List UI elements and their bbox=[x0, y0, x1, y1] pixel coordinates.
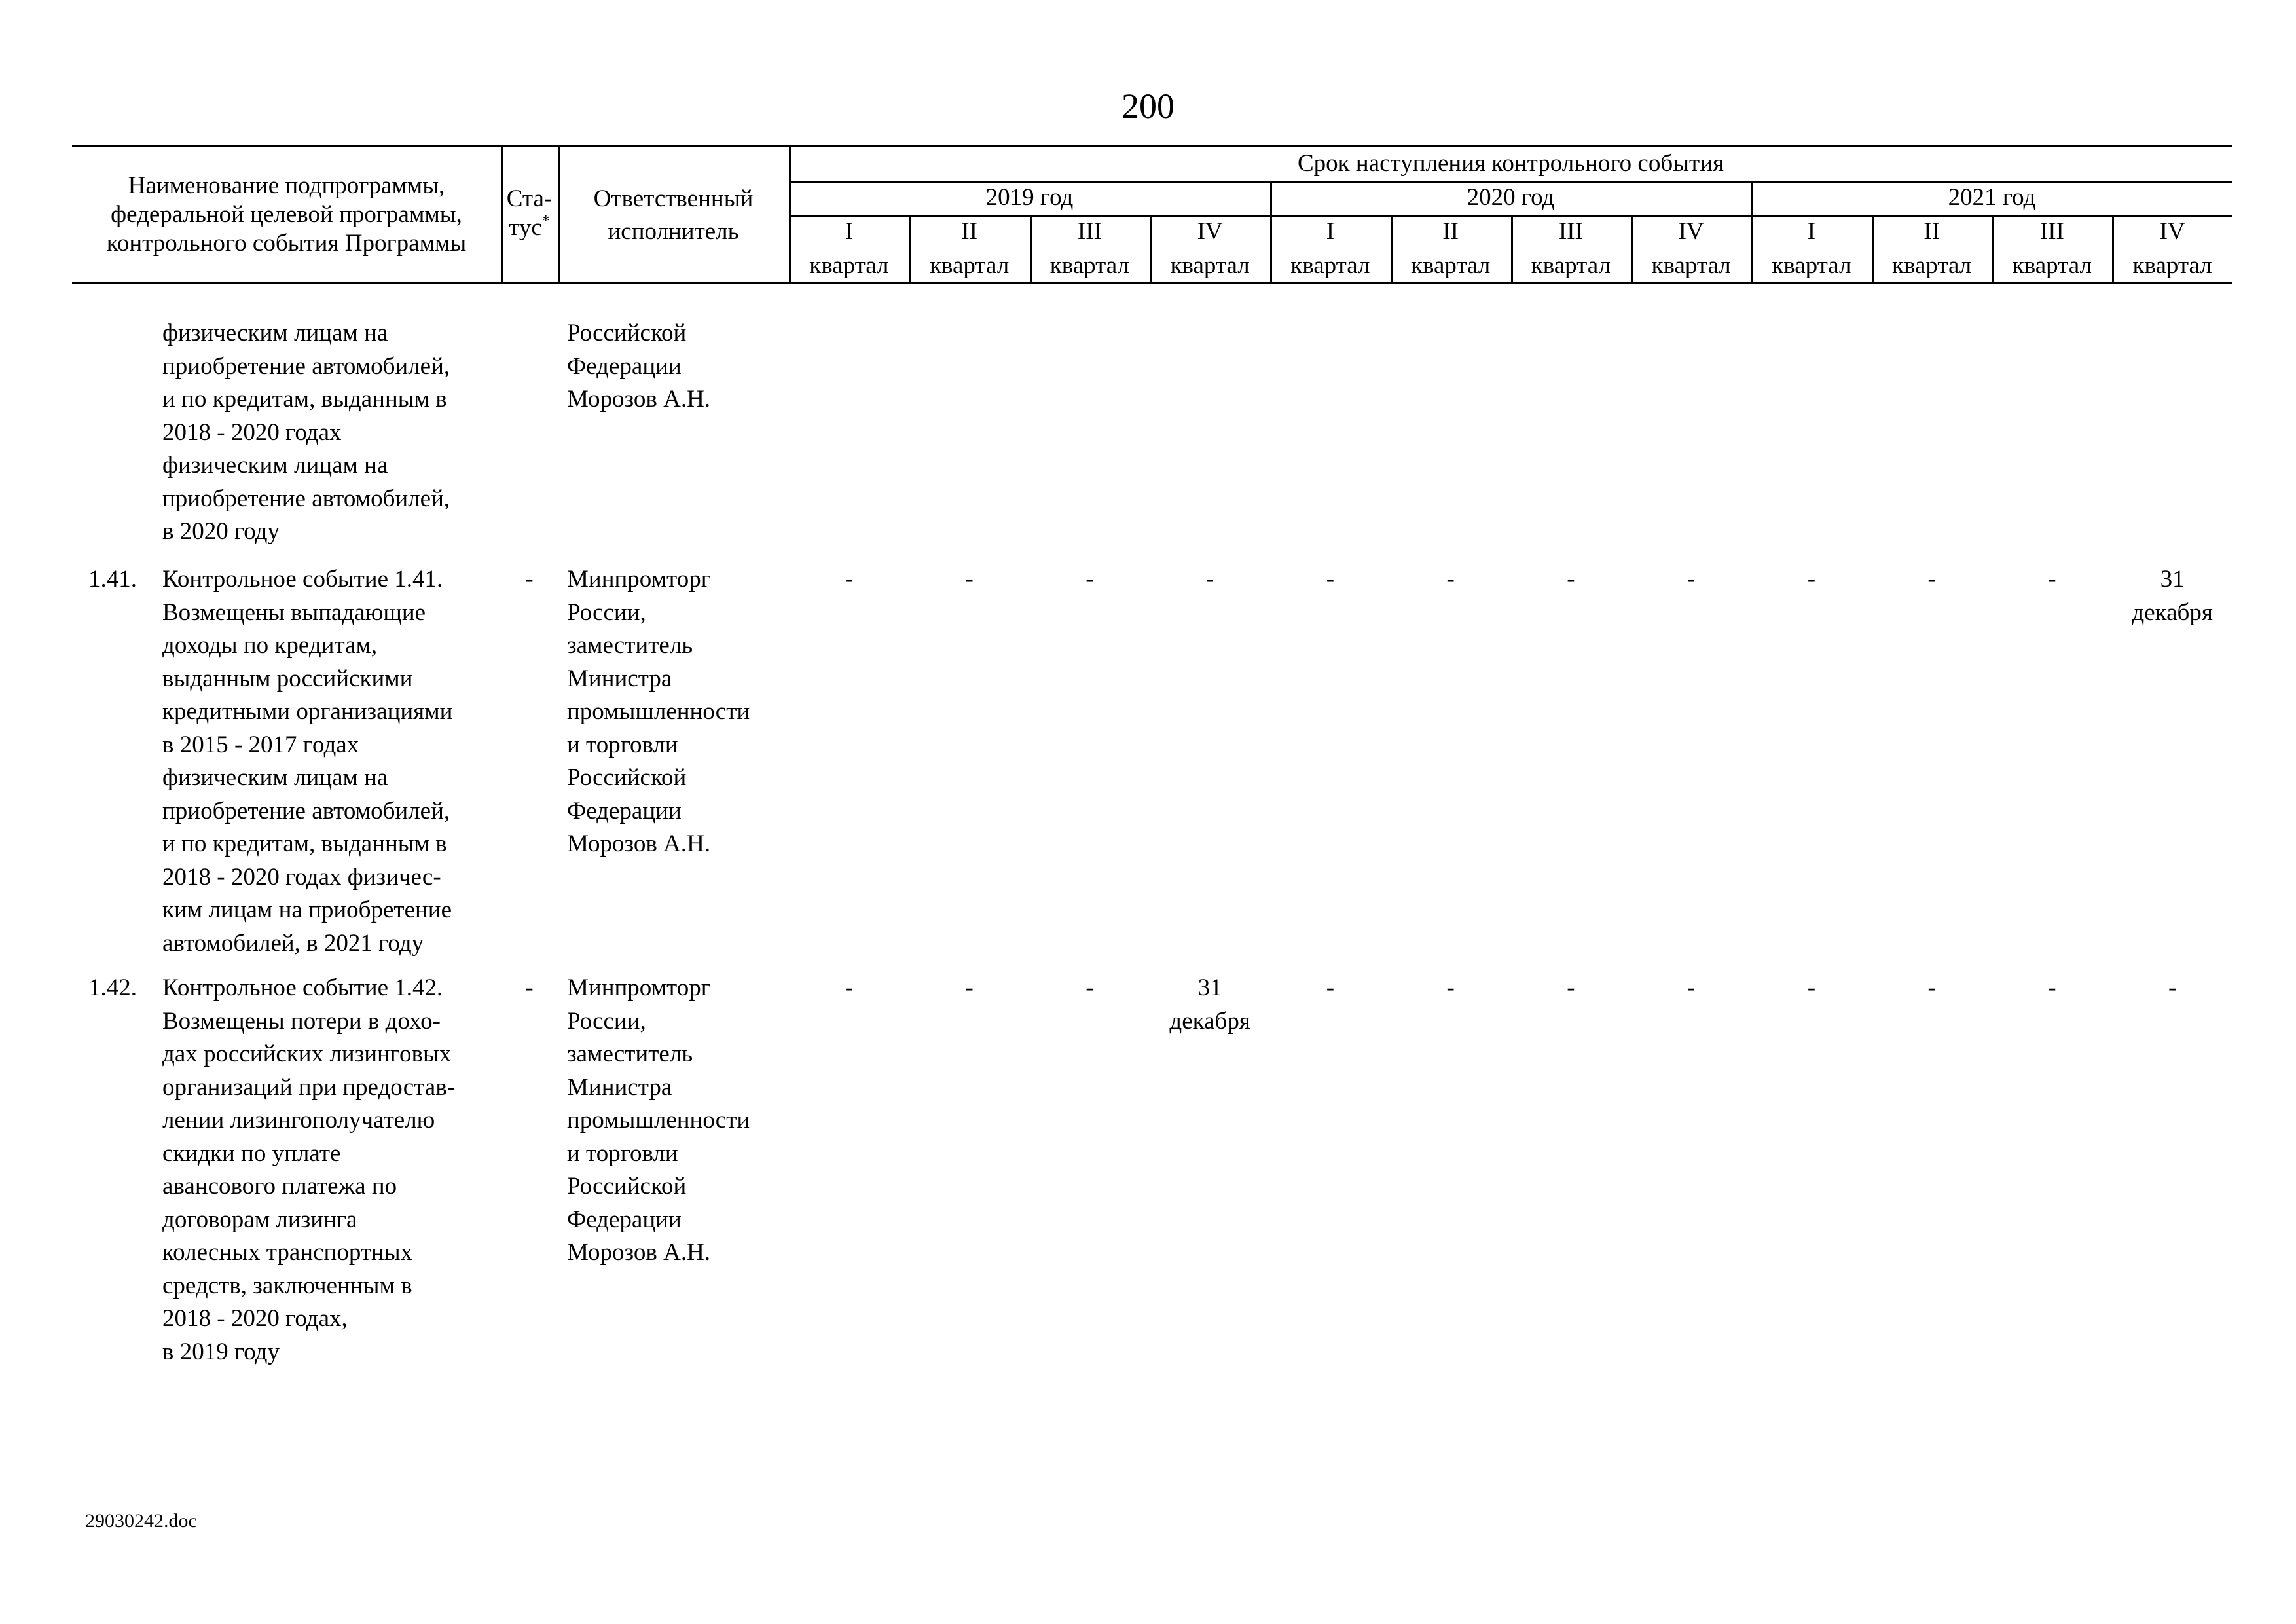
row-name-line: 2018 - 2020 годах, bbox=[162, 1305, 348, 1332]
row-quarter-value: - bbox=[2168, 974, 2177, 1001]
row-name-line: в 2019 году bbox=[162, 1338, 280, 1365]
row-name-line: договорам лизинга bbox=[162, 1206, 357, 1233]
row-responsible-line: Министра bbox=[567, 665, 672, 692]
header-quarter-numeral: II bbox=[961, 218, 977, 245]
row-responsible-line: Минпромторг bbox=[567, 974, 711, 1001]
row-quarter-value: - bbox=[1927, 974, 1936, 1001]
row-quarter-value: - bbox=[1807, 974, 1816, 1001]
header-quarter-word: квартал bbox=[2132, 252, 2212, 279]
status-footnote-mark: * bbox=[541, 213, 550, 230]
row-quarter-value: - bbox=[1567, 566, 1575, 593]
header-name-line: Наименование подпрограммы, bbox=[128, 172, 445, 199]
page-number: 200 bbox=[1121, 86, 1175, 126]
row-quarter-value: - bbox=[1927, 566, 1936, 593]
row-name-line: авансового платежа по bbox=[162, 1173, 397, 1200]
header-quarter-numeral: IV bbox=[1197, 218, 1223, 245]
header-status-line: Ста- bbox=[506, 185, 553, 212]
row-responsible-line: и торговли bbox=[567, 731, 678, 758]
row-name-line: и по кредитам, выданным в bbox=[162, 386, 447, 413]
row-status: - bbox=[525, 566, 534, 593]
header-quarter-numeral: I bbox=[1807, 218, 1816, 245]
row-name-line: физическим лицам на bbox=[162, 452, 388, 479]
row-quarter-value: декабря bbox=[1169, 1007, 1250, 1035]
header-quarter-numeral: II bbox=[1442, 218, 1459, 245]
header-quarter-numeral: I bbox=[1326, 218, 1335, 245]
header-deadline-title: Срок наступления контрольного события bbox=[1297, 150, 1724, 177]
header-quarter-word: квартал bbox=[1411, 252, 1491, 279]
header-quarter-numeral: III bbox=[2039, 218, 2064, 245]
row-quarter-value: декабря bbox=[2132, 599, 2213, 626]
row-name-line: кредитными организациями bbox=[162, 698, 453, 725]
row-name-line: в 2015 - 2017 годах bbox=[162, 731, 359, 758]
row-name-line: средств, заключенным в bbox=[162, 1272, 412, 1299]
row-quarter-value: - bbox=[1446, 566, 1455, 593]
row-responsible-line: и торговли bbox=[567, 1139, 678, 1167]
row-name-line: дах российских лизинговых bbox=[162, 1041, 452, 1067]
row-name-line: Контрольное событие 1.42. bbox=[162, 974, 443, 1001]
row-quarter-value: - bbox=[1807, 566, 1816, 593]
header-quarter-numeral: III bbox=[1558, 218, 1583, 245]
header-quarter-numeral: II bbox=[1923, 218, 1940, 245]
row-name-line: скидки по уплате bbox=[162, 1139, 341, 1167]
row-name-line: и по кредитам, выданным в bbox=[162, 830, 447, 857]
row-quarter-value: - bbox=[2048, 974, 2056, 1001]
header-responsible-line: исполнитель bbox=[608, 218, 739, 245]
header-status-line: тус* bbox=[509, 213, 550, 241]
row-responsible-line: Министра bbox=[567, 1073, 672, 1101]
row-name-line: физическим лицам на bbox=[162, 764, 388, 791]
row-quarter-value: - bbox=[2048, 566, 2056, 593]
row-responsible-line: Российской bbox=[567, 1173, 687, 1200]
header-year: 2020 год bbox=[1467, 184, 1555, 211]
row-quarter-value: - bbox=[965, 566, 974, 593]
header-quarter-word: квартал bbox=[930, 252, 1010, 279]
row-name-line: Возмещены выпадающие bbox=[162, 599, 426, 626]
row-responsible-line: Морозов А.Н. bbox=[567, 830, 711, 857]
row-responsible-line: Российской bbox=[567, 764, 687, 791]
row-status: - bbox=[525, 974, 534, 1001]
row-name-line: автомобилей, в 2021 году bbox=[162, 929, 424, 957]
row-responsible-line: промышленности bbox=[567, 1107, 750, 1134]
row-name-line: лении лизингополучателю bbox=[162, 1107, 435, 1134]
row-quarter-value: - bbox=[1326, 974, 1335, 1001]
header-bottom-rule bbox=[72, 282, 2232, 284]
row-name-line: 2018 - 2020 годах физичес- bbox=[162, 863, 441, 891]
row-name-line: колесных транспортных bbox=[162, 1239, 413, 1266]
row-quarter-value: - bbox=[1686, 974, 1696, 1001]
row-responsible-line: Федерации bbox=[567, 352, 682, 380]
row-name-line: организаций при предостав- bbox=[162, 1073, 455, 1101]
row-responsible-line: России, bbox=[567, 1007, 646, 1035]
header-quarter-word: квартал bbox=[1531, 252, 1611, 279]
row-number: 1.41. bbox=[88, 566, 137, 593]
row-name-line: приобретение автомобилей, bbox=[162, 797, 450, 824]
row-name-line: Возмещены потери в дохо- bbox=[162, 1007, 441, 1035]
row-responsible-line: Федерации bbox=[567, 797, 682, 824]
header-quarter-numeral: IV bbox=[2159, 218, 2185, 245]
row-name-line: приобретение автомобилей, bbox=[162, 352, 450, 380]
row-quarter-value: - bbox=[845, 566, 854, 593]
row-quarter-value: - bbox=[1085, 566, 1094, 593]
header-quarter-numeral: III bbox=[1077, 218, 1102, 245]
header-quarter-word: квартал bbox=[1170, 252, 1250, 279]
table-top-rule bbox=[72, 145, 2232, 147]
header-quarter-word: квартал bbox=[2012, 252, 2092, 279]
header-quarter-word: квартал bbox=[1290, 252, 1370, 279]
row-name-line: доходы по кредитам, bbox=[162, 632, 378, 659]
row-number: 1.42. bbox=[88, 974, 137, 1001]
header-quarter-word: квартал bbox=[1049, 252, 1129, 279]
row-responsible-line: Морозов А.Н. bbox=[567, 386, 711, 413]
row-quarter-value: - bbox=[845, 974, 854, 1001]
row-name-line: ким лицам на приобретение bbox=[162, 896, 452, 923]
document-filename: 29030242.doc bbox=[85, 1510, 197, 1532]
header-year: 2021 год bbox=[1948, 184, 2036, 211]
row-quarter-value: - bbox=[1205, 566, 1214, 593]
header-name-line: контрольного события Программы bbox=[106, 230, 467, 257]
row-responsible-line: заместитель bbox=[567, 1041, 693, 1067]
row-name-line: приобретение автомобилей, bbox=[162, 485, 450, 512]
header-responsible-line: Ответственный bbox=[593, 185, 754, 212]
row-quarter-value: 31 bbox=[1197, 974, 1222, 1001]
header-quarter-numeral: IV bbox=[1678, 218, 1704, 245]
header-name-line: федеральной целевой программы, bbox=[111, 201, 462, 228]
header-quarter-word: квартал bbox=[1892, 252, 1972, 279]
row-responsible-line: промышленности bbox=[567, 698, 750, 725]
header-quarter-word: квартал bbox=[1772, 252, 1851, 279]
row-quarter-value: - bbox=[1686, 566, 1696, 593]
header-quarter-numeral: I bbox=[845, 218, 854, 245]
row-quarter-value: - bbox=[1085, 974, 1094, 1001]
header-quarter-word: квартал bbox=[1651, 252, 1731, 279]
row-name-line: физическим лицам на bbox=[162, 320, 388, 346]
row-responsible-line: Морозов А.Н. bbox=[567, 1239, 711, 1266]
row-quarter-value: - bbox=[1567, 974, 1575, 1001]
row-name-line: 2018 - 2020 годах bbox=[162, 418, 342, 446]
row-quarter-value: - bbox=[1446, 974, 1455, 1001]
row-quarter-value: 31 bbox=[2160, 566, 2185, 593]
row-name-line: выданным российскими bbox=[162, 665, 413, 692]
header-year: 2019 год bbox=[985, 184, 1074, 211]
row-quarter-value: - bbox=[965, 974, 974, 1001]
header-quarter-word: квартал bbox=[809, 252, 889, 279]
row-responsible-line: Российской bbox=[567, 320, 687, 346]
row-name-line: в 2020 году bbox=[162, 518, 280, 545]
row-responsible-line: Минпромторг bbox=[567, 566, 711, 593]
row-quarter-value: - bbox=[1326, 566, 1335, 593]
row-responsible-line: заместитель bbox=[567, 632, 693, 659]
row-responsible-line: России, bbox=[567, 599, 646, 626]
row-name-line: Контрольное событие 1.41. bbox=[162, 566, 443, 593]
row-responsible-line: Федерации bbox=[567, 1206, 682, 1233]
status-column-right-border bbox=[558, 145, 560, 282]
